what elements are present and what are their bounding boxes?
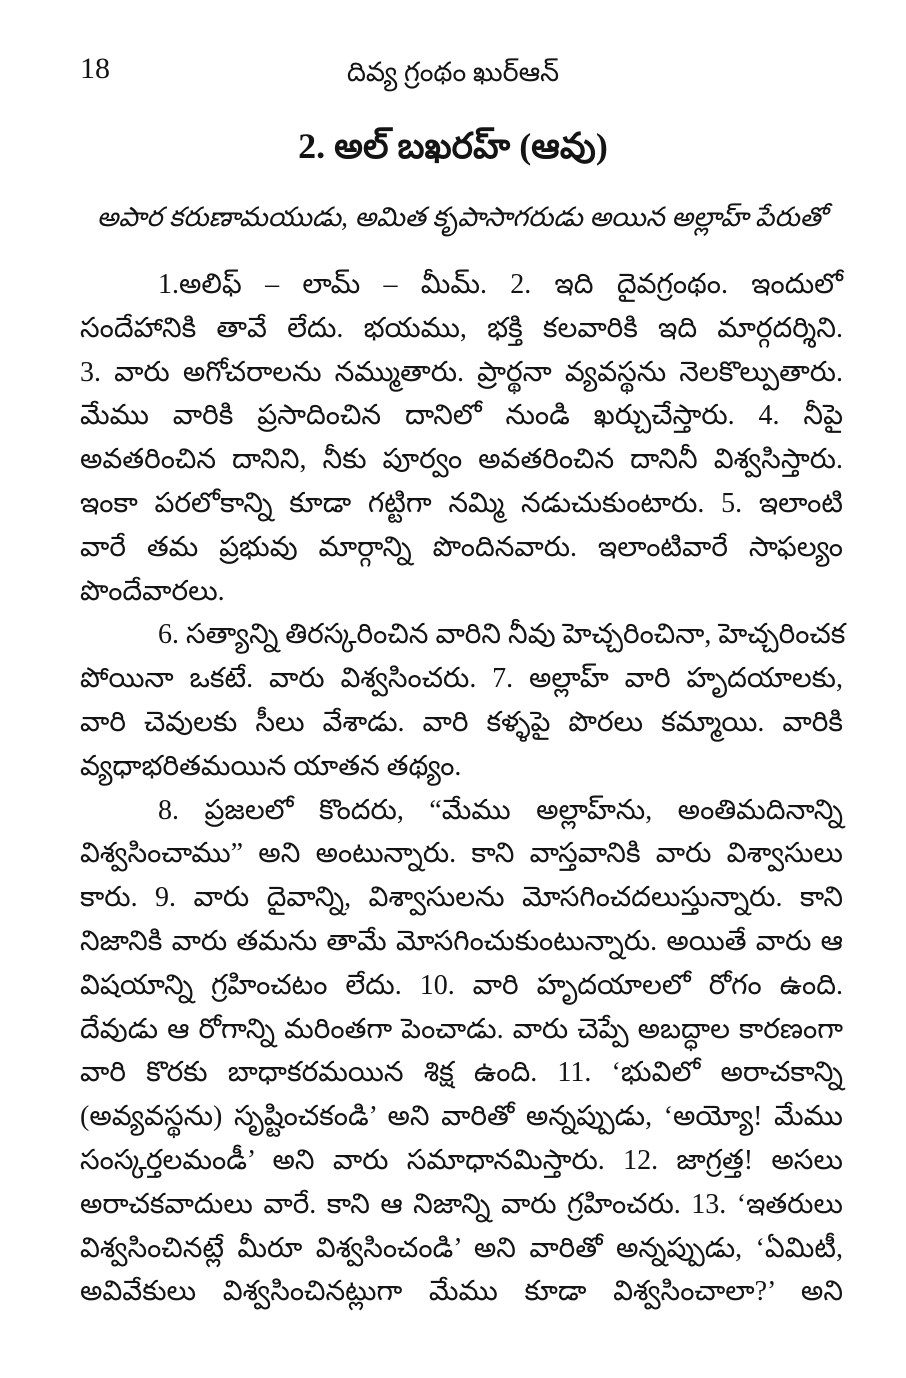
text-line: విషయాన్ని గ్రహించటం లేదు. 10. వారి హృదయాలలో రోగం ఉంది. bbox=[80, 969, 843, 1001]
text-line: నిజానికి వారు తమను తామే మోసగించుకుంటున్నారు. అయితే వారు ఆ bbox=[80, 925, 843, 957]
text-line: 3. వారు అగోచరాలను నమ్ముతారు. ప్రార్థనా వ్యవస్థను నెలకొల్పుతారు. bbox=[80, 356, 843, 388]
text-line: 1.అలిఫ్ – లామ్ – మీమ్. 2. ఇది దైవగ్రంథం. ఇందులో bbox=[158, 269, 843, 300]
page-number: 18 bbox=[80, 52, 110, 85]
text-line: 6. సత్యాన్ని తిరస్కరించిన వారిని నీవు హెచ్చరించినా, హెచ్చరించక bbox=[158, 619, 846, 651]
text-line: సందేహానికి తావే లేదు. భయము, భక్తి కలవారికి ఇది మార్గదర్శిని. bbox=[80, 312, 843, 344]
text-line: వారి చెవులకు సీలు వేశాడు. వారి కళ్ళపై పొరలు కమ్మాయి. వారికి bbox=[80, 706, 843, 738]
text-line: అవివేకులు విశ్వసించినట్లుగా మేము కూడా విశ్వసించాలా?’ అని bbox=[80, 1276, 843, 1308]
text-line: 8. ప్రజలలో కొందరు, “మేము అల్లాహ్‌ను, అంతిమదినాన్ని bbox=[158, 794, 843, 826]
bismillah-invocation: అపార కరుణామయుడు, అమిత కృపాసాగరుడు అయిన అల్లాహ్ పేరుతో bbox=[96, 202, 827, 232]
text-line: వారే తమ ప్రభువు మార్గాన్ని పొందినవారు. ఇలాంటివారే సాఫల్యం bbox=[80, 531, 843, 563]
text-line: వ్యధాభరితమయిన యాతన తథ్యం. bbox=[80, 750, 462, 782]
text-line: మేము వారికి ప్రసాదించిన దానిలో నుండి ఖర్చుచేస్తారు. 4. నీపై bbox=[80, 400, 843, 432]
text-line: పొందేవారలు. bbox=[80, 575, 225, 607]
text-line: విశ్వసించాము” అని అంటున్నారు. కాని వాస్తవానికి వారు విశ్వాసులు bbox=[80, 838, 843, 870]
surah-title: 2. అల్ బఖరహ్ (ఆవు) bbox=[298, 126, 608, 166]
verse-text-block bbox=[80, 263, 846, 1314]
text-line: సంస్కర్తలమండీ’ అని వారు సమాధానమిస్తారు. 12. జాగ్రత్త! అసలు bbox=[80, 1144, 843, 1176]
text-line: ఇంకా పరలోకాన్ని కూడా గట్టిగా నమ్మి నడుచుకుంటారు. 5. ఇలాంటి bbox=[80, 487, 843, 519]
text-line: అరాచకవాదులు వారే. కాని ఆ నిజాన్ని వారు గ్రహించరు. 13. ‘ఇతరులు bbox=[80, 1188, 843, 1220]
text-line: కారు. 9. వారు దైవాన్ని, విశ్వాసులను మోసగించదలుస్తున్నారు. కాని bbox=[80, 882, 843, 914]
text-line: వారి కొరకు బాధాకరమయిన శిక్ష ఉంది. 11. ‘భువిలో అరాచకాన్ని bbox=[80, 1057, 843, 1089]
text-line: పోయినా ఒకటే. వారు విశ్వసించరు. 7. అల్లాహ్ వారి హృదయాలకు, bbox=[80, 663, 843, 695]
text-line: దేవుడు ఆ రోగాన్ని మరింతగా పెంచాడు. వారు చెప్పే అబద్ధాల కారణంగా bbox=[80, 1013, 843, 1045]
text-line: అవతరించిన దానిని, నీకు పూర్వం అవతరించిన దానినీ విశ్వసిస్తారు. bbox=[80, 444, 843, 476]
running-header: దివ్య గ్రంథం ఖుర్ఆన్ bbox=[346, 57, 560, 87]
text-line: విశ్వసించినట్లే మీరూ విశ్వసించండి’ అని వారితో అన్నప్పుడు, ‘ఏమిటీ, bbox=[80, 1232, 843, 1264]
text-line: (అవ్యవస్థను) సృష్టించకండి’ అని వారితో అన్నప్పుడు, ‘అయ్యో! మేము bbox=[80, 1101, 843, 1133]
